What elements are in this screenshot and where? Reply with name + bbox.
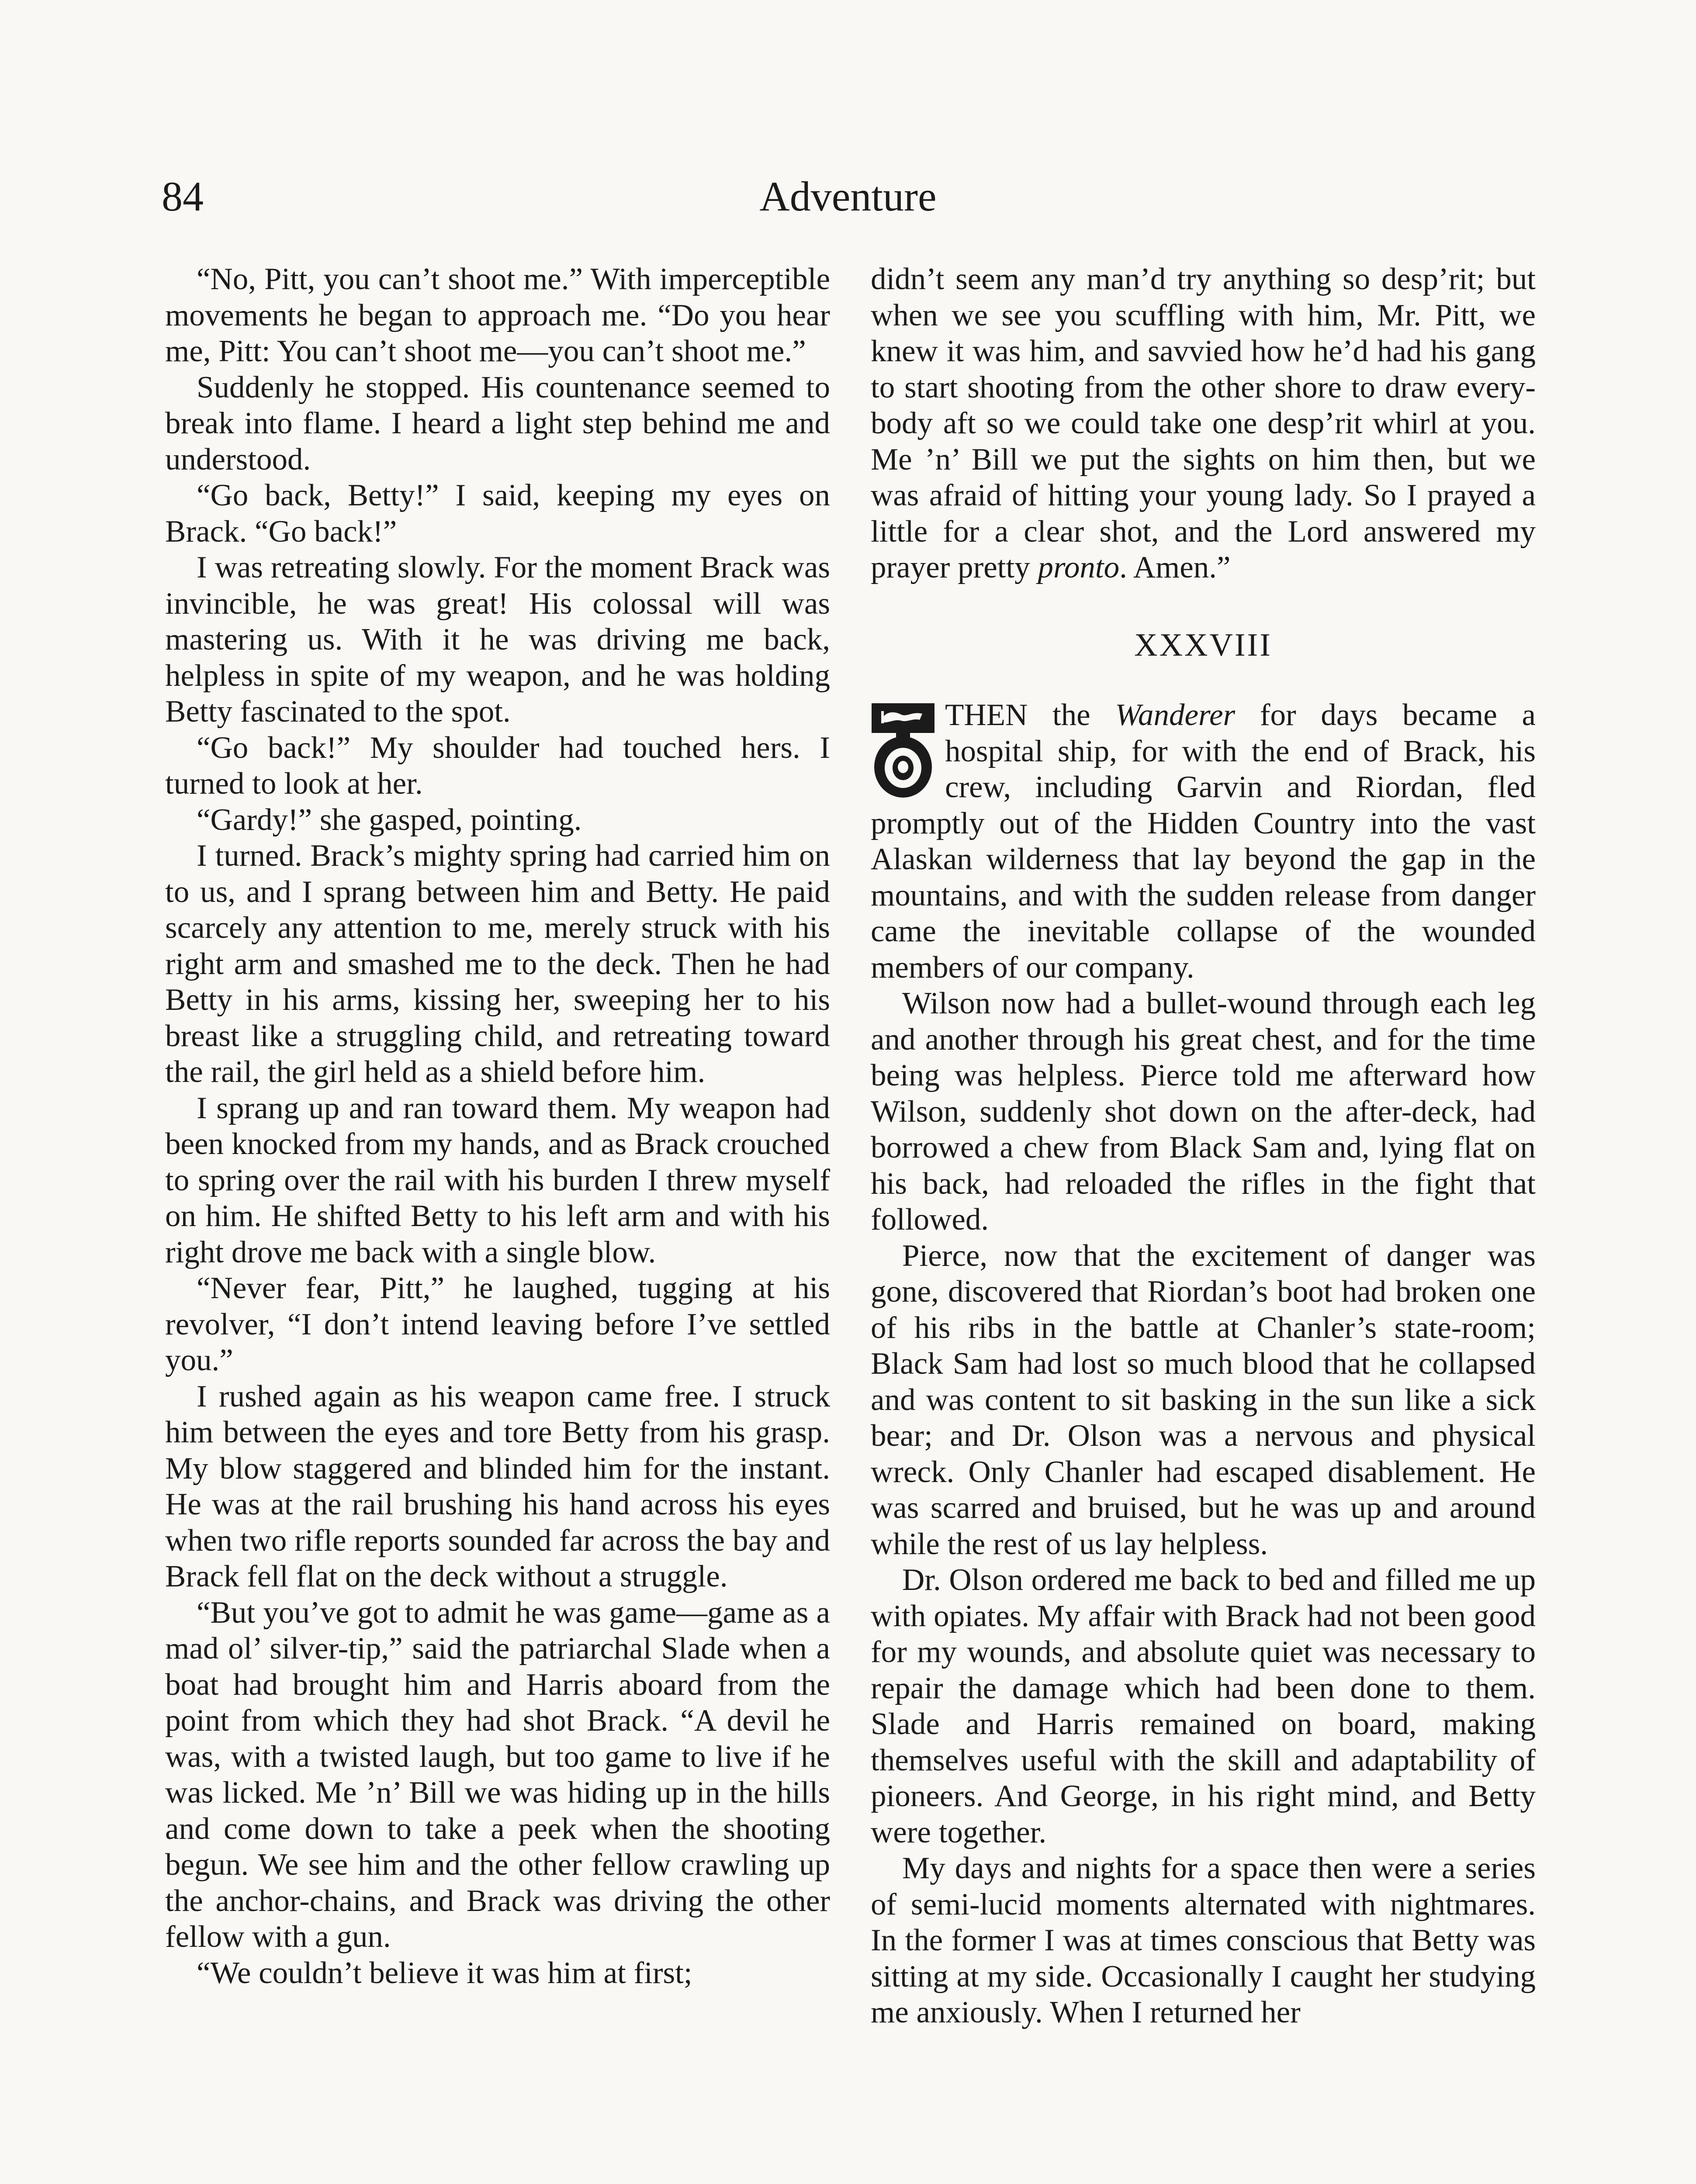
chapter-opening-text: THEN the bbox=[945, 698, 1115, 732]
paragraph: Suddenly he stopped. His countenance seemed to break into flame. I heard a light step behind me and understood. bbox=[165, 370, 830, 477]
italic-word: pronto bbox=[1038, 550, 1120, 584]
continued-text-end: . Amen.” bbox=[1119, 550, 1231, 584]
paragraph: I was retreating slowly. For the moment Brack was invincible, he was great! His colossal will was mastering us. With it he was driving me back, helpless in spite of my weapon, and he was holding Betty fascinated to the spot. bbox=[165, 550, 830, 729]
paragraph: “But you’ve got to admit he was game—game as a mad ol’ silver-tip,” said the patriarchal Slade when a boat had brought him and Harris aboard from the point from which they had shot Brack. “A devil he was, with a twisted laugh, but too game to live if he was licked. Me ’n’ Bill we was hiding up in the hills and come down to take a peek when the shooting begun. We see him and the other fellow crawling up the anchor-chains, and Brack was driving the other fellow with a gun. bbox=[165, 1595, 830, 1954]
paragraph: “Gardy!” she gasped, pointing. bbox=[197, 802, 582, 837]
paragraph: “Never fear, Pitt,” he laughed, tugging at his revolver, “I don’t intend leaving before I’ve settled you.” bbox=[165, 1271, 830, 1377]
dropcap-ornament bbox=[871, 702, 935, 799]
left-column bbox=[165, 261, 830, 1991]
paragraph: Dr. Olson ordered me back to bed and filled me up with opiates. My affair with Brack had not been good for my wounds, and absolute quiet was necessary to repair the damage which had been done to them. Slade and Harris remained on board, making themselves useful with the skill and adaptability of pioneers. And George, in his right mind, and Betty were together. bbox=[871, 1563, 1536, 1849]
chapter-opening-text-end: for days became a hospital ship, for with the end of Brack, his crew, including Garvin and Riordan, fled promptly out of the Hidden Country into the vast Alaskan wilderness that lay beyond the gap in the mountains, and with the sudden release from danger came the inevitable collapse of the wounded members of our company. bbox=[871, 698, 1536, 985]
paragraph: “No, Pitt, you can’t shoot me.” With imperceptible movements he began to approach me. “Do you hear me, Pitt: You can’t shoot me—you can’t shoot me.” bbox=[165, 262, 830, 368]
right-column bbox=[871, 261, 1536, 2031]
paragraph: “We couldn’t believe it was him at first; bbox=[197, 1956, 692, 1990]
paragraph: “Go back!” My shoulder had touched hers. I turned to look at her. bbox=[165, 730, 830, 801]
paragraph: “Go back, Betty!” I said, keeping my eyes on Brack. “Go back!” bbox=[165, 478, 830, 549]
paragraph: I turned. Brack’s mighty spring had carried him on to us, and I sprang between him and Betty. He paid scarcely any attention to me, merely struck with his right arm and smashed me to the deck. Then he had Betty in his arms, kissing her, sweeping her to his breast like a struggling child, and retreating toward the rail, the girl held as a shield before him. bbox=[165, 839, 830, 1089]
page-number: 84 bbox=[162, 173, 204, 220]
paragraph: Pierce, now that the excitement of danger was gone, discovered that Riordan’s boot had broken one of his ribs in the battle at Chanler’s state-room; Black Sam had lost so much blood that he collapsed and was content to sit basking in the sun like a sick bear; and Dr. Olson was a nervous and physical wreck. Only Chanler had escaped disablement. He was scarred and bruised, but he was up and around while the rest of us lay helpless. bbox=[871, 1238, 1536, 1561]
paragraph: I rushed again as his weapon came free. I struck him between the eyes and tore Betty from his grasp. My blow staggered and blinded him for the instant. He was at the rail brushing his hand across his eyes when two rifle reports sounded far across the bay and Brack fell flat on the deck without a struggle. bbox=[165, 1379, 830, 1593]
paragraph: My days and nights for a space then were a series of semi-lucid moments alternated with nightmares. In the former I was at times conscious that Betty was sitting at my side. Occasionally I caught her studying me anxiously. When I returned her bbox=[871, 1851, 1536, 2029]
paragraph: I sprang up and ran toward them. My weapon had been knocked from my hands, and as Brack crouched to spring over the rail with his burden I threw myself on him. He shifted Betty to his left arm and with his right drove me back with a single blow. bbox=[165, 1091, 830, 1269]
chapter-heading: XXXVIII bbox=[1134, 627, 1272, 663]
ship-name: Wanderer bbox=[1115, 698, 1236, 732]
continued-text: didn’t seem any man’d try anything so desp’rit; but when we see you scuffling with him, Mr. Pitt, we knew it was him, and savvied how he’d had his gang to start shooting from the other shore to draw everybody aft so we could take one desp’rit whirl at you. Me ’n’ Bill we put the sights on him then, but we was afraid of hitting your young lady. So I prayed a little for a clear shot, and the Lord answered my prayer pretty bbox=[871, 262, 1536, 584]
chapter-opening-paragraph bbox=[871, 697, 1536, 985]
page-header bbox=[162, 170, 1534, 227]
paragraph: Wilson now had a bullet-wound through each leg and another through his great chest, and for the time being was helpless. Pierce told me afterward how Wilson, suddenly shot down on the after-deck, had borrowed a chew from Black Sam and, lying flat on his back, had reloaded the rifles in the fight that followed. bbox=[871, 986, 1536, 1237]
running-head: Adventure bbox=[759, 173, 937, 220]
continued-paragraph bbox=[871, 261, 1536, 586]
